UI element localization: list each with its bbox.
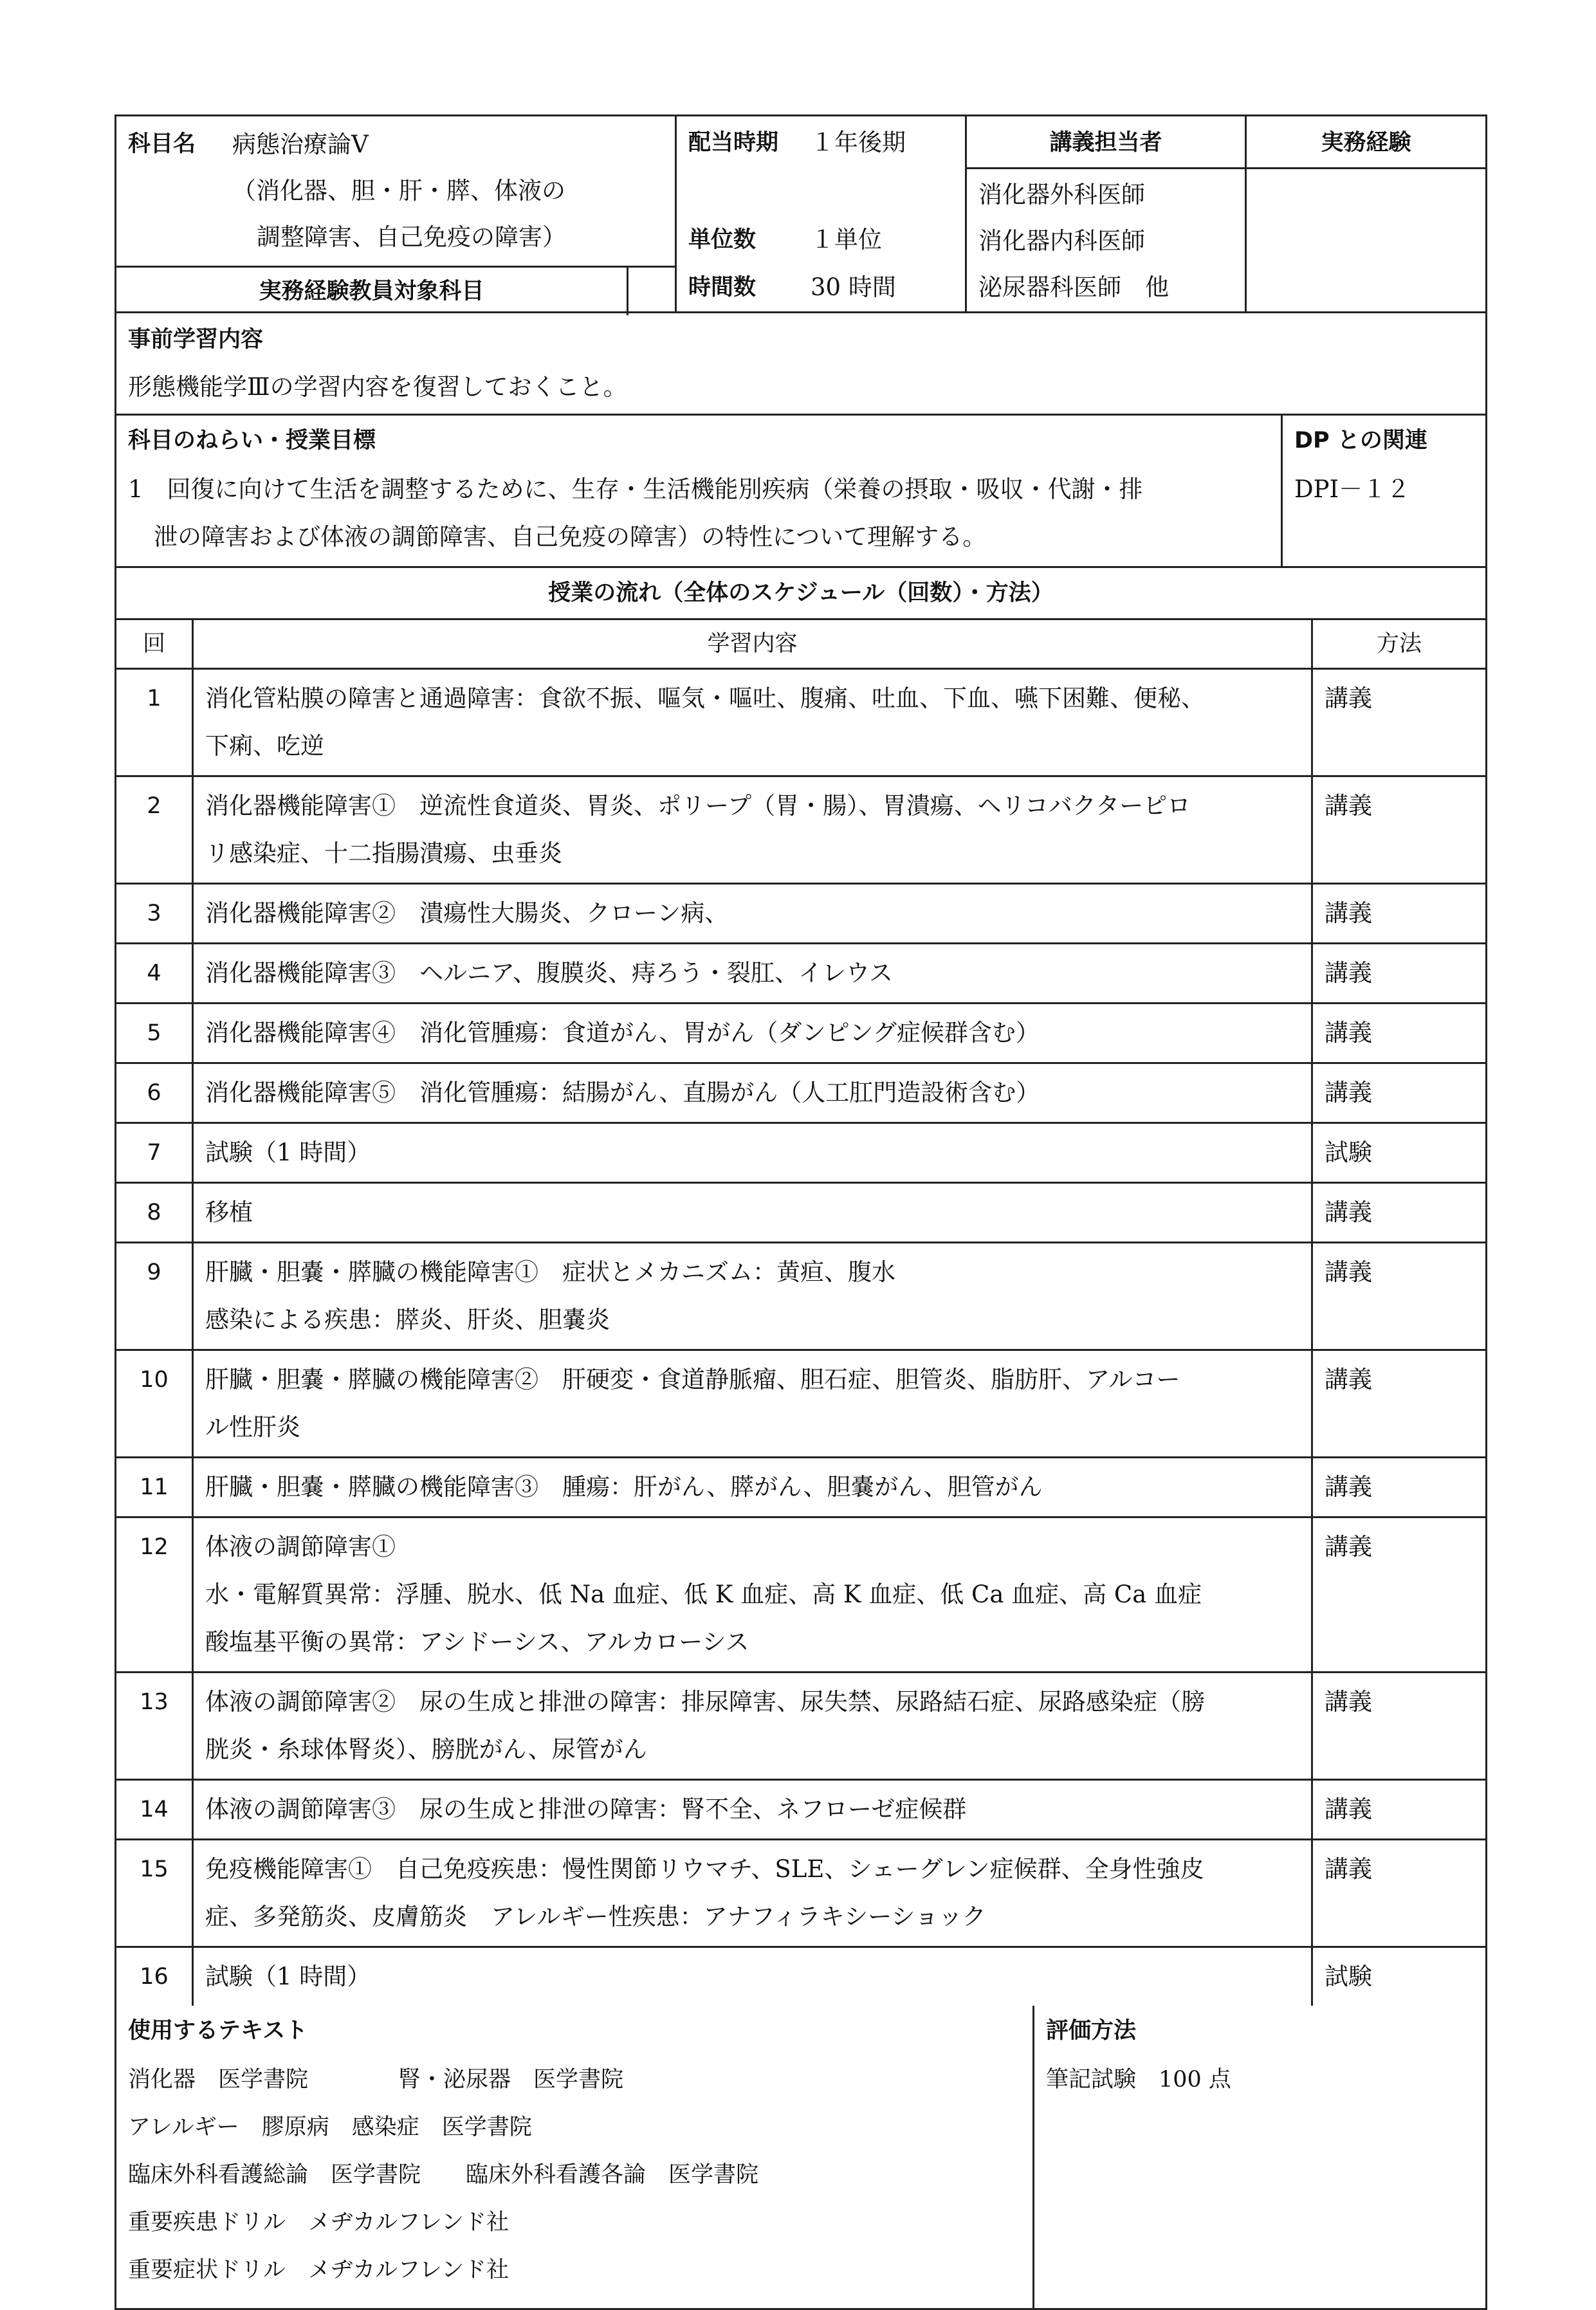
schedule-rows [116,670,1485,2006]
session-content-line: 酸塩基平衡の異常：アシドーシス、アルカローシス [205,1628,749,1656]
session-content [194,1004,1313,1062]
header-block [116,116,1485,313]
schedule-row [116,1948,1485,2006]
session-content-line: 免疫機能障害① 自己免疫疾患：慢性関節リウマチ、SLE、シェーグレン症候群、全身性強皮 [205,1855,1204,1883]
text-line [128,2151,1021,2199]
schedule-row [116,1673,1485,1781]
aims-line: 泄の障害および体液の調節障害、自己免疫の障害）の特性について理解する。 [154,523,987,551]
session-content-line: 移植 [205,1198,253,1226]
target-row [116,268,675,315]
texts-label: 使用するテキスト [128,2018,308,2044]
credits-row [677,216,965,264]
prep-label: 事前学習内容 [128,327,264,353]
texts-area [116,2006,1034,2308]
instructor: 消化器内科医師 [978,227,1145,255]
col-content-header: 学習内容 [194,620,1313,668]
term-area [677,116,967,311]
evaluation-value: 筆記試験 100 点 [1046,2067,1231,2093]
session-number: 8 [116,1184,194,1242]
experience-area [1247,116,1485,311]
session-number: 3 [116,885,194,942]
session-method: 試験 [1325,1139,1372,1166]
textbook: 消化器 医学書院 [128,2067,309,2093]
session-number: 2 [116,777,194,883]
course-label: 科目名 [128,131,196,157]
session-content-line: 試験（1 時間） [205,1139,371,1166]
session-content-line: 下痢、吃逆 [205,732,324,760]
experience-value [1247,169,1485,311]
aims-label: 科目のねらい・授業目標 [128,428,376,454]
schedule-row [116,1781,1485,1840]
course-area [116,116,677,311]
session-number: 5 [116,1004,194,1062]
session-content [194,1948,1313,2006]
session-content [194,1518,1313,1671]
session-content [194,885,1313,942]
session-method: 講義 [1325,1533,1372,1561]
instructor-list [967,169,1245,316]
session-content-line: 消化器機能障害① 逆流性食道炎、胃炎、ポリープ（胃・腸）、胃潰瘍、ヘリコバクターピロ [205,792,1191,820]
session-number: 6 [116,1064,194,1122]
aims-area [116,416,1283,566]
target-label: 実務経験教員対象科目 [116,268,628,315]
session-content [194,1673,1313,1779]
session-number: 1 [116,670,194,775]
session-method: 講義 [1325,684,1372,712]
session-content [194,670,1313,775]
session-content [194,1064,1313,1122]
schedule-row [116,670,1485,777]
schedule-row [116,1004,1485,1064]
target-mark [628,268,675,315]
session-content [194,1458,1313,1516]
session-number: 15 [116,1840,194,1946]
session-number: 12 [116,1518,194,1671]
textbook: 腎・泌尿器 医学書院 [398,2067,624,2093]
session-number: 9 [116,1243,194,1349]
session-number: 10 [116,1351,194,1456]
textbook: 臨床外科看護各論 医学書院 [466,2162,759,2188]
session-method: 講義 [1325,959,1372,987]
period-row [677,116,965,169]
prep-block [116,313,1485,416]
credits-label: 単位数 [688,227,757,253]
schedule-row [116,944,1485,1004]
session-content-line: 症、多発筋炎、皮膚筋炎 アレルギー性疾患：アナフィラキシーショック [205,1903,986,1930]
schedule-header [116,620,1485,670]
instructor: 泌尿器科医師 他 [978,273,1169,301]
col-method-header: 方法 [1376,631,1422,657]
session-method: 講義 [1325,1079,1372,1106]
schedule-row [116,1351,1485,1458]
session-content [194,944,1313,1002]
schedule-title-row [116,568,1485,620]
session-content [194,1840,1313,1946]
instructor: 消化器外科医師 [978,181,1145,208]
instructor-label: 講義担当者 [967,116,1245,169]
session-content [194,1124,1313,1182]
session-content-line: 試験（1 時間） [205,1963,371,1990]
session-content-line: 体液の調節障害② 尿の生成と排泄の障害：排尿障害、尿失禁、尿路結石症、尿路感染症（膀 [205,1688,1205,1716]
schedule-row [116,777,1485,885]
course-name-cell [116,116,675,268]
session-content-line: 水・電解質異常：浮腫、脱水、低 Na 血症、低 K 血症、高 K 血症、低 Ca 血症、高 Ca 血症 [205,1581,1202,1608]
session-method: 講義 [1325,1473,1372,1501]
aims-line: 1 回復に向けて生活を調整するために、生存・生活機能別疾病（栄養の摂取・吸収・代謝・排 [128,475,1143,503]
session-content [194,1781,1313,1838]
footer-block [116,2006,1485,2308]
course-name-line: （消化器、胆・肝・膵、体液の [232,177,565,205]
schedule-title: 授業の流れ（全体のスケジュール（回数）・方法） [548,580,1054,606]
dp-area [1283,416,1485,566]
session-method: 試験 [1325,1963,1372,1990]
schedule-row [116,885,1485,944]
session-method: 講義 [1325,1198,1372,1226]
aims-block [116,416,1485,568]
session-content-line: 肝臓・胆嚢・膵臓の機能障害② 肝硬変・食道静脈瘤、胆石症、胆管炎、脂肪肝、アルコー [205,1366,1180,1393]
course-name-line: 病態治療論Ⅴ [232,131,369,158]
text-line: 重要疾患ドリル メヂカルフレンド社 [128,2210,509,2235]
schedule-row [116,1458,1485,1518]
schedule-row [116,1184,1485,1243]
period-value: １年後期 [811,129,906,156]
textbook: 臨床外科看護総論 医学書院 [128,2162,421,2188]
session-method: 講義 [1325,899,1372,927]
session-content-line: 肝臓・胆嚢・膵臓の機能障害① 症状とメカニズム：黄疸、腹水 [205,1258,895,1286]
session-number: 7 [116,1124,194,1182]
texts-list [116,2056,1032,2299]
schedule-row [116,1124,1485,1184]
session-content-line: ル性肝炎 [205,1413,300,1441]
session-method: 講義 [1325,1258,1372,1286]
schedule-row [116,1840,1485,1948]
schedule-row [116,1518,1485,1673]
period-label: 配当時期 [688,130,779,156]
session-method: 講義 [1325,1855,1372,1883]
session-content [194,1243,1313,1349]
session-number: 4 [116,944,194,1002]
text-line: 重要症状ドリル メヂカルフレンド社 [128,2257,509,2283]
session-content-line: 消化器機能障害⑤ 消化管腫瘍：結腸がん、直腸がん（人工肛門造設術含む） [205,1079,1040,1106]
evaluation-label: 評価方法 [1046,2018,1137,2044]
session-content [194,1351,1313,1456]
session-number: 13 [116,1673,194,1779]
hours-row [677,264,965,311]
hours-label: 時間数 [688,275,757,300]
course-name [232,116,675,266]
session-content-line: 消化管粘膜の障害と通過障害：食欲不振、嘔気・嘔吐、腹痛、吐血、下血、嚥下困難、便秘、 [205,684,1205,712]
session-content-line: 消化器機能障害③ ヘルニア、腹膜炎、痔ろう・裂肛、イレウス [205,959,893,987]
session-method: 講義 [1325,792,1372,820]
session-content-line: 消化器機能障害② 潰瘍性大腸炎、クローン病、 [205,899,729,927]
prep-text: 形態機能学Ⅲの学習内容を復習しておくこと。 [128,373,627,401]
col-num-header: 回 [116,620,194,668]
session-content-line: 消化器機能障害④ 消化管腫瘍：食道がん、胃がん（ダンピング症候群含む） [205,1019,1040,1047]
session-number: 11 [116,1458,194,1516]
session-content-line: 体液の調節障害① [205,1533,396,1561]
session-method: 講義 [1325,1688,1372,1716]
schedule-row [116,1243,1485,1351]
session-method: 講義 [1325,1795,1372,1823]
instructor-area [967,116,1247,311]
hours-value: 30 時間 [811,273,896,301]
dp-value: DPⅠ－１２ [1294,475,1411,503]
session-content [194,777,1313,883]
session-content-line: 胱炎・糸球体腎炎）、膀胱がん、尿管がん [205,1736,647,1763]
dp-label: DP との関連 [1294,428,1427,454]
session-method: 講義 [1325,1366,1372,1393]
syllabus-table [115,115,1487,2310]
schedule-row [116,1064,1485,1124]
credits-value: １単位 [811,226,882,253]
session-number: 16 [116,1948,194,2006]
aims-text [116,466,1281,566]
session-content-line: 肝臓・胆嚢・膵臓の機能障害③ 腫瘍：肝がん、膵がん、胆嚢がん、胆管がん [205,1473,1043,1501]
evaluation-area [1034,2006,1485,2308]
course-name-line: 調整障害、自己免疫の障害） [257,223,566,251]
session-content-line: 体液の調節障害③ 尿の生成と排泄の障害：腎不全、ネフローゼ症候群 [205,1795,967,1823]
session-content-line: リ感染症、十二指腸潰瘍、虫垂炎 [205,839,562,867]
experience-label: 実務経験 [1247,116,1485,169]
session-content-line: 感染による疾患：膵炎、肝炎、胆嚢炎 [205,1306,610,1334]
text-line [128,2056,1021,2104]
session-number: 14 [116,1781,194,1838]
session-method: 講義 [1325,1019,1372,1047]
session-content [194,1184,1313,1242]
text-line: アレルギー 膠原病 感染症 医学書院 [128,2114,532,2140]
